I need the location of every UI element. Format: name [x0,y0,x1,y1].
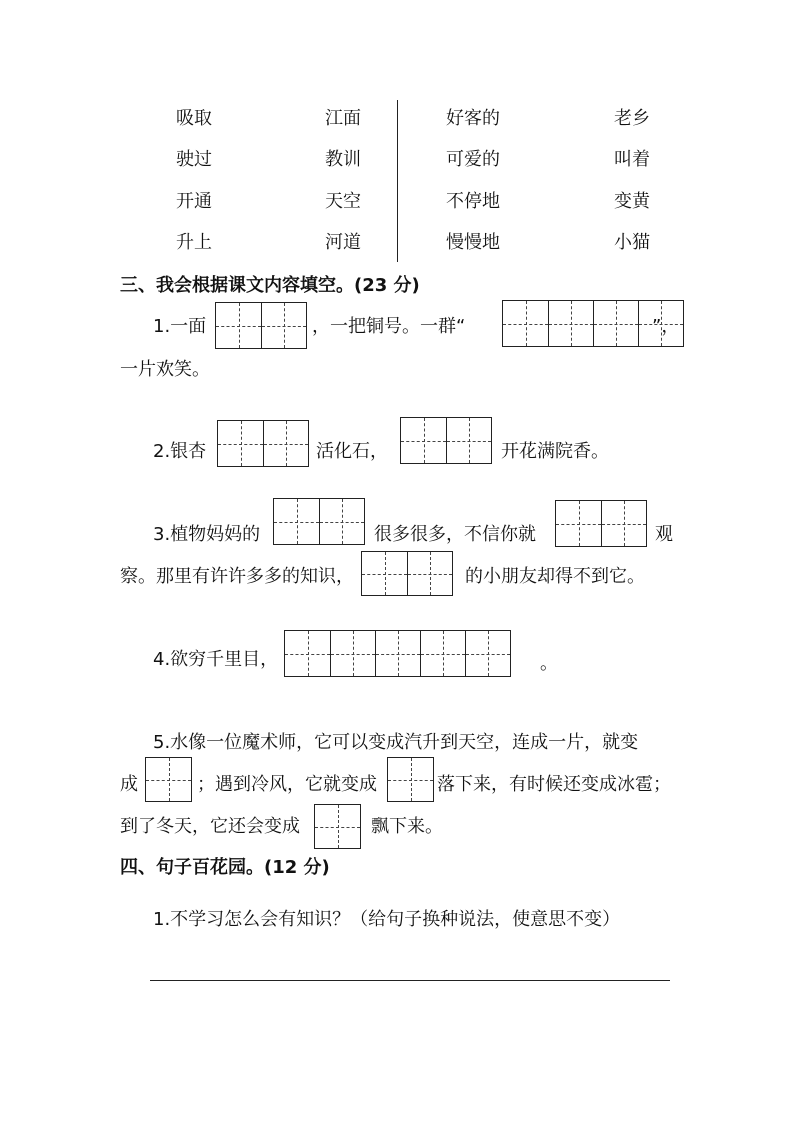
word-cell: 教训 [325,149,361,170]
q2-answer-box-2[interactable] [400,417,492,464]
word-cell: 江面 [325,108,361,129]
table-divider [397,100,398,262]
s4-q1-text: 1.不学习怎么会有知识？（给句子换种说法，使意思不变） [153,909,621,930]
q5-text: 飘下来。 [371,816,443,837]
q5-answer-box-3[interactable] [314,804,361,849]
q3-text: 的小朋友却得不到它。 [465,566,645,587]
word-cell: 叫着 [614,149,650,170]
word-cell: 变黄 [614,191,650,212]
word-cell: 吸取 [176,108,212,129]
q5-text: 5.水像一位魔术师，它可以变成汽升到天空，连成一片，就变 [153,732,639,753]
q3-answer-box-2[interactable] [555,500,647,547]
word-cell: 老乡 [614,108,650,129]
q5-answer-box-1[interactable] [145,757,192,802]
q4-text: 。 [540,653,558,674]
section3-title: 三、我会根据课文内容填空。(23 分) [120,275,420,296]
q1-answer-box-1[interactable] [215,302,307,349]
q3-text: 3.植物妈妈的 [153,524,261,545]
q1-text: 1.一面 [153,316,207,337]
word-cell: 河道 [325,232,361,253]
q3-text: 察。那里有许许多多的知识， [120,566,354,587]
q1-text: ，一把铜号。一群“ [312,316,466,337]
q3-text: 很多很多，不信你就 [374,524,536,545]
q2-text: 活化石， [316,441,388,462]
q2-text: 开花满院香。 [501,441,609,462]
answer-line[interactable] [150,980,670,981]
word-cell: 可爱的 [446,149,500,170]
word-cell: 升上 [176,232,212,253]
q3-answer-box-1[interactable] [273,498,365,545]
q4-text: 4.欲穷千里目， [153,649,279,670]
word-cell: 开通 [176,191,212,212]
word-cell: 慢慢地 [446,232,500,253]
word-cell: 天空 [325,191,361,212]
q3-answer-box-3[interactable] [361,551,453,596]
q2-text: 2.银杏 [153,441,207,462]
q2-answer-box-1[interactable] [217,420,309,467]
word-cell: 小猫 [614,232,650,253]
q5-text: 落下来，有时候还变成冰雹； [437,774,671,795]
q5-text: ；遇到冷风，它就变成 [197,774,377,795]
q5-text: 到了冬天，它还会变成 [120,816,300,837]
q1-text: 一片欢笑。 [120,359,210,380]
word-cell: 不停地 [446,191,500,212]
q5-answer-box-2[interactable] [387,757,434,802]
word-cell: 驶过 [176,149,212,170]
q1-text: ”， [652,316,680,337]
q3-text: 观 [655,524,673,545]
q5-text: 成 [120,774,138,795]
section4-title: 四、句子百花园。(12 分) [120,857,330,878]
q4-answer-box[interactable] [284,630,511,677]
word-cell: 好客的 [446,108,500,129]
